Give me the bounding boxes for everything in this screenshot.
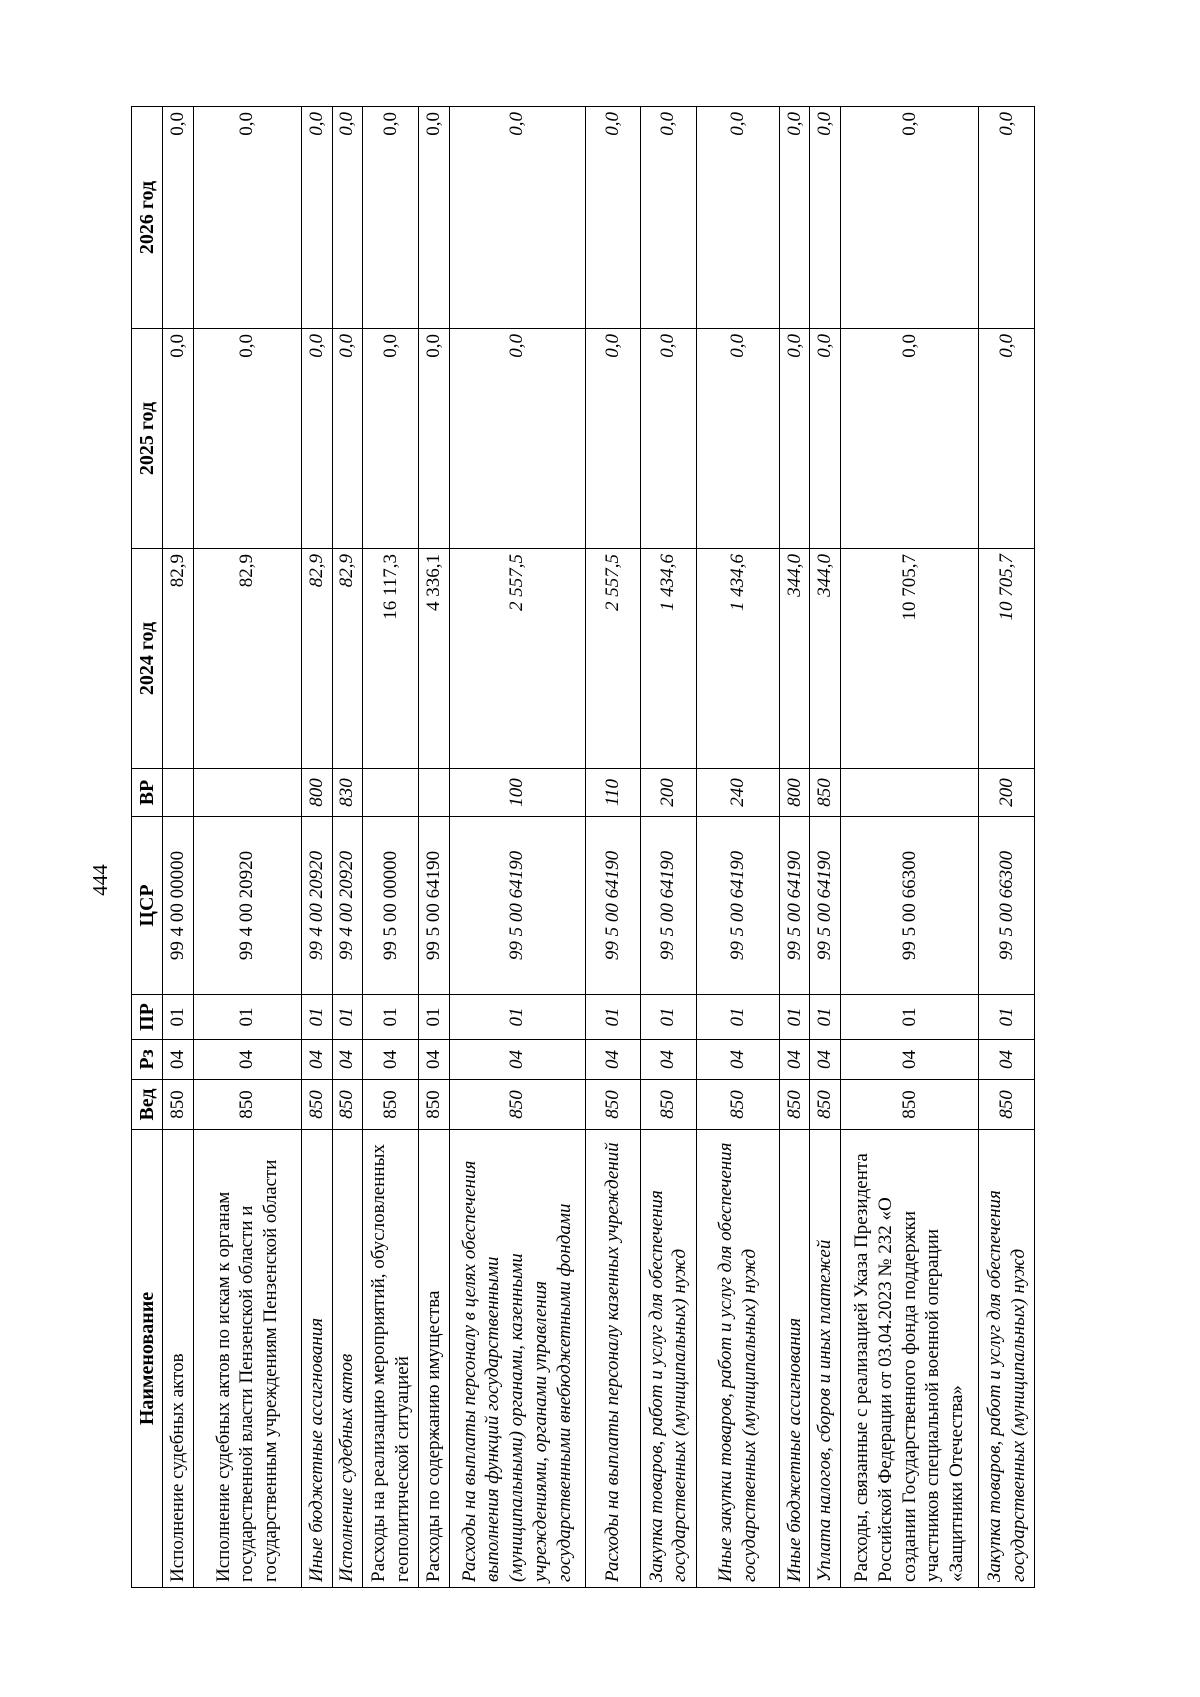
row-csr: 99 5 00 64190 <box>810 817 841 995</box>
row-name: Расходы на выплаты персоналу казенных учреждений <box>585 1130 640 1588</box>
row-vr <box>418 769 449 817</box>
row-rz: 04 <box>193 1040 301 1080</box>
row-2026: 0,0 <box>979 107 1035 329</box>
row-2026: 0,0 <box>363 107 419 329</box>
row-vr: 110 <box>585 769 640 817</box>
header-2025: 2025 год <box>132 329 163 549</box>
row-rz: 04 <box>332 1040 363 1080</box>
table-row <box>640 107 696 1588</box>
header-vr: ВР <box>132 769 163 817</box>
row-2025: 0,0 <box>363 329 419 549</box>
row-pr: 01 <box>640 995 696 1040</box>
row-2026: 0,0 <box>332 107 363 329</box>
row-2026: 0,0 <box>418 107 449 329</box>
row-2025: 0,0 <box>302 329 333 549</box>
table-row <box>840 107 978 1588</box>
row-2026: 0,0 <box>640 107 696 329</box>
table-row <box>363 107 419 1588</box>
row-pr: 01 <box>363 995 419 1040</box>
row-vr: 800 <box>302 769 333 817</box>
row-rz: 04 <box>979 1040 1035 1080</box>
row-2024: 344,0 <box>779 549 810 769</box>
row-csr: 99 5 00 00000 <box>363 817 419 995</box>
table-row <box>449 107 585 1588</box>
row-2026: 0,0 <box>585 107 640 329</box>
row-name: Расходы, связанные с реализацией Указа Президента Российской Федерации от 03.04.2023 № 232 «О создании Государственного фонда поддержки участников специальной военной операции «Защитники Отечества» <box>840 1130 978 1588</box>
table-row <box>810 107 841 1588</box>
row-csr: 99 4 00 00000 <box>163 817 194 995</box>
row-2026: 0,0 <box>779 107 810 329</box>
row-2026: 0,0 <box>193 107 301 329</box>
row-2025: 0,0 <box>449 329 585 549</box>
row-pr: 01 <box>449 995 585 1040</box>
row-2026: 0,0 <box>696 107 779 329</box>
row-ved: 850 <box>696 1080 779 1130</box>
row-csr: 99 4 00 20920 <box>302 817 333 995</box>
row-2025: 0,0 <box>979 329 1035 549</box>
row-2025: 0,0 <box>163 329 194 549</box>
row-pr: 01 <box>779 995 810 1040</box>
header-2026: 2026 год <box>132 107 163 329</box>
row-2026: 0,0 <box>163 107 194 329</box>
table-row <box>332 107 363 1588</box>
row-ved: 850 <box>163 1080 194 1130</box>
row-2025: 0,0 <box>779 329 810 549</box>
row-pr: 01 <box>840 995 978 1040</box>
row-pr: 01 <box>979 995 1035 1040</box>
row-vr: 850 <box>810 769 841 817</box>
row-rz: 04 <box>449 1040 585 1080</box>
row-vr: 240 <box>696 769 779 817</box>
row-vr <box>163 769 194 817</box>
row-csr: 99 5 00 64190 <box>418 817 449 995</box>
row-2025: 0,0 <box>640 329 696 549</box>
row-2024: 2 557,5 <box>585 549 640 769</box>
row-name: Иные бюджетные ассигнования <box>779 1130 810 1588</box>
row-csr: 99 5 00 64190 <box>449 817 585 995</box>
row-2024: 10 705,7 <box>979 549 1035 769</box>
row-vr <box>193 769 301 817</box>
row-vr: 800 <box>779 769 810 817</box>
row-rz: 04 <box>696 1040 779 1080</box>
row-2026: 0,0 <box>302 107 333 329</box>
row-2026: 0,0 <box>810 107 841 329</box>
row-pr: 01 <box>585 995 640 1040</box>
row-csr: 99 5 00 66300 <box>979 817 1035 995</box>
row-rz: 04 <box>163 1040 194 1080</box>
row-pr: 01 <box>193 995 301 1040</box>
row-ved: 850 <box>979 1080 1035 1130</box>
header-row <box>132 107 163 1588</box>
header-2024: 2024 год <box>132 549 163 769</box>
row-2025: 0,0 <box>418 329 449 549</box>
row-ved: 850 <box>640 1080 696 1130</box>
row-name: Закупка товаров, работ и услуг для обеспечения государственных (муниципальных) нужд <box>979 1130 1035 1588</box>
row-vr: 200 <box>640 769 696 817</box>
row-ved: 850 <box>193 1080 301 1130</box>
row-2024: 1 434,6 <box>640 549 696 769</box>
row-name: Уплата налогов, сборов и иных платежей <box>810 1130 841 1588</box>
row-ved: 850 <box>585 1080 640 1130</box>
row-rz: 04 <box>840 1040 978 1080</box>
row-ved: 850 <box>810 1080 841 1130</box>
header-name: Наименование <box>132 1130 163 1588</box>
row-name: Иные бюджетные ассигнования <box>302 1130 333 1588</box>
row-ved: 850 <box>363 1080 419 1130</box>
row-2024: 2 557,5 <box>449 549 585 769</box>
row-csr: 99 5 00 64190 <box>779 817 810 995</box>
row-vr <box>840 769 978 817</box>
table-row <box>979 107 1035 1588</box>
row-2024: 82,9 <box>332 549 363 769</box>
header-pr: ПР <box>132 995 163 1040</box>
row-csr: 99 5 00 64190 <box>696 817 779 995</box>
row-2024: 16 117,3 <box>363 549 419 769</box>
row-ved: 850 <box>418 1080 449 1130</box>
header-ved: Вед <box>132 1080 163 1130</box>
table-row <box>779 107 810 1588</box>
row-name: Расходы на выплаты персоналу в целях обеспечения выполнения функций государственными (муниципальными) органами, казенными учреждениями, органами управления государственными внебюджетными фондами <box>449 1130 585 1588</box>
row-2025: 0,0 <box>840 329 978 549</box>
table-row <box>696 107 779 1588</box>
row-csr: 99 4 00 20920 <box>332 817 363 995</box>
row-rz: 04 <box>810 1040 841 1080</box>
row-2024: 82,9 <box>302 549 333 769</box>
row-rz: 04 <box>302 1040 333 1080</box>
row-pr: 01 <box>418 995 449 1040</box>
row-vr: 200 <box>979 769 1035 817</box>
row-pr: 01 <box>696 995 779 1040</box>
row-ved: 850 <box>332 1080 363 1130</box>
row-rz: 04 <box>640 1040 696 1080</box>
table-row <box>418 107 449 1588</box>
row-rz: 04 <box>363 1040 419 1080</box>
row-name: Расходы на реализацию мероприятий, обусловленных геополитической ситуацией <box>363 1130 419 1588</box>
budget-table-container <box>131 107 1035 1588</box>
row-name: Закупка товаров, работ и услуг для обеспечения государственных (муниципальных) нужд <box>640 1130 696 1588</box>
row-2026: 0,0 <box>449 107 585 329</box>
table-row <box>193 107 301 1588</box>
table-row <box>302 107 333 1588</box>
row-pr: 01 <box>332 995 363 1040</box>
row-ved: 850 <box>779 1080 810 1130</box>
row-name: Иные закупки товаров, работ и услуг для обеспечения государственных (муниципальных) нужд <box>696 1130 779 1588</box>
row-2025: 0,0 <box>585 329 640 549</box>
row-csr: 99 5 00 64190 <box>640 817 696 995</box>
row-pr: 01 <box>302 995 333 1040</box>
table-row <box>585 107 640 1588</box>
row-2024: 10 705,7 <box>840 549 978 769</box>
row-2025: 0,0 <box>696 329 779 549</box>
row-pr: 01 <box>810 995 841 1040</box>
row-vr: 100 <box>449 769 585 817</box>
row-ved: 850 <box>840 1080 978 1130</box>
row-2024: 344,0 <box>810 549 841 769</box>
row-name: Исполнение судебных актов по искам к органам государственной власти Пензенской области и государственным учреждениям Пензенской области <box>193 1130 301 1588</box>
row-vr <box>363 769 419 817</box>
row-csr: 99 5 00 66300 <box>840 817 978 995</box>
row-ved: 850 <box>449 1080 585 1130</box>
row-pr: 01 <box>163 995 194 1040</box>
row-name: Исполнение судебных актов <box>163 1130 194 1588</box>
row-ved: 850 <box>302 1080 333 1130</box>
row-2024: 4 336,1 <box>418 549 449 769</box>
row-vr: 830 <box>332 769 363 817</box>
budget-table <box>131 106 1035 1588</box>
row-2024: 82,9 <box>193 549 301 769</box>
table-row <box>163 107 194 1588</box>
row-2024: 1 434,6 <box>696 549 779 769</box>
row-rz: 04 <box>418 1040 449 1080</box>
row-name: Исполнение судебных актов <box>332 1130 363 1588</box>
row-name: Расходы по содержанию имущества <box>418 1130 449 1588</box>
page-number: 444 <box>88 864 112 896</box>
row-2024: 82,9 <box>163 549 194 769</box>
row-2025: 0,0 <box>810 329 841 549</box>
row-csr: 99 4 00 20920 <box>193 817 301 995</box>
row-csr: 99 5 00 64190 <box>585 817 640 995</box>
row-rz: 04 <box>779 1040 810 1080</box>
row-rz: 04 <box>585 1040 640 1080</box>
row-2025: 0,0 <box>332 329 363 549</box>
header-csr: ЦСР <box>132 817 163 995</box>
row-2026: 0,0 <box>840 107 978 329</box>
header-rz: Рз <box>132 1040 163 1080</box>
row-2025: 0,0 <box>193 329 301 549</box>
